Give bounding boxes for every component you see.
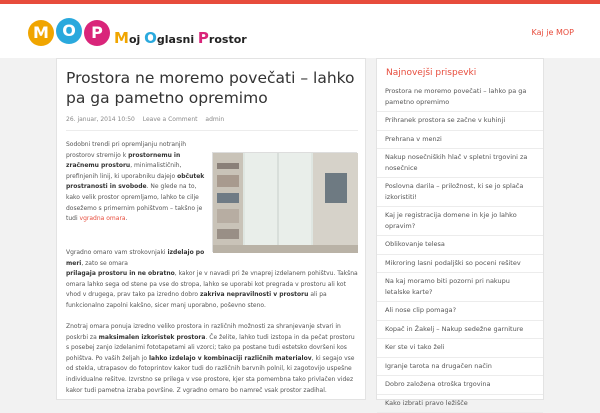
wardrobe-image (212, 152, 357, 252)
recent-post-link[interactable]: Kaj je registracija domene in kje jo lahko opravim? (377, 207, 543, 236)
recent-post-link[interactable]: Prehrana v menzi (377, 131, 543, 150)
link-vgradna-omara[interactable]: vgradna omara (80, 215, 126, 222)
nav-link-kaj-je-mop[interactable]: Kaj je MOP (532, 28, 574, 37)
wardrobe-illustration (213, 153, 358, 253)
recent-post-link[interactable]: Dobro založena otroška trgovina (377, 376, 543, 395)
recent-post-link[interactable]: Prihranek prostora se začne v kuhinji (377, 112, 543, 131)
post-date[interactable]: 26. januar, 2014 10:50 (66, 116, 135, 123)
site-logo[interactable] (28, 14, 208, 54)
logo-letter-p: P (84, 20, 110, 46)
recent-post-link[interactable]: Kako izbrati pravo ležišče (377, 395, 543, 413)
logo-wordmark: Moj Oglasni Prostor (114, 29, 247, 47)
site-header (0, 4, 600, 58)
recent-post-link[interactable]: Ali nose clip pomaga? (377, 302, 543, 321)
recent-post-link[interactable]: Poslovna darila – priložnost, ki se jo splača izkoristiti! (377, 178, 543, 207)
recent-post-link[interactable]: Ker ste vi tako želi (377, 339, 543, 358)
recent-post-link[interactable]: Prostora ne moremo povečati – lahko pa ga pametno opremimo (377, 83, 543, 112)
post-paragraph-2: prilagaja prostoru in ne obratno, kakor je v navadi pri že vnaprej izdelanem pohištvu. Takšna omara lahko sega od stene pa vse do stropa, lahko se uporabi kot pregrada v prostoru ali kot vhod v drugega, prav tako pa izredno dobro zakriva nepravilnosti v prostoru ali pa funkcionalno zapolni kakšno, sicer manj uporabno, poševno steno. (66, 269, 358, 311)
post-author[interactable]: admin (205, 116, 224, 123)
post-article (56, 58, 366, 400)
post-comments-link[interactable]: Leave a Comment (143, 116, 198, 123)
post-meta (66, 116, 358, 123)
recent-posts-list (377, 83, 543, 413)
logo-letter-o: O (56, 18, 82, 44)
post-paragraph-3: Znotraj omara ponuja izredno veliko prostora in različnih možnosti za shranjevanje stvari in poskrbi za maksimalen izkoristek prostora. Če želite, lahko tudi izstopa in da pečat prostoru s posebej zanjo izdelanimi fototapetami ali vzorci; tako pa postane tudi estetsko dovršeni kos pohištva. Po vaših željah jo lahko izdelajo v kombinaciji različnih materialov, ki segajo vse od stekla, utrapasov do fotoprintov kakor tudi do različnih barvnih polnil, ki zagotovijo uspešne individualne rešitve. Izvrstno se prilega v vse prostore, kjer sta pomembna tako privlačen videz kakor tudi pametna izraba površine. Z vgradno omaro bo namreč vsak prostor zadihal. (66, 322, 358, 396)
sidebar-recent-posts (376, 58, 544, 400)
recent-post-link[interactable]: Oblikovanje telesa (377, 236, 543, 255)
recent-post-link[interactable]: Igranje tarota na drugačen način (377, 358, 543, 377)
recent-posts-title: Najnovejši prispevki (386, 68, 476, 78)
recent-post-link[interactable]: Nakup nosečniških hlač v spletni trgovini za nosečnice (377, 149, 543, 178)
post-paragraph-2-lead: Vgradno omaro vam strokovnjaki izdelajo po meri, zato se omara (66, 248, 216, 269)
recent-post-link[interactable]: Mikroring lasni podaljški so poceni rešitev (377, 255, 543, 274)
logo-letter-m: M (28, 20, 54, 46)
post-paragraph-1: Sodobni trendi pri opremljanju notranjih prostorov stremijo k prostornemu in zračnemu prostoru, minimalističnih, prefinjenih linij, ki uporabniku dajejo občutek prostranosti in svobode. Ne glede na to, kako velik prostor opremljamo, lahko te cilje dosežemo s primernim pohištvom – takšno je tudi vgradna omara. (66, 140, 206, 225)
recent-post-link[interactable]: Na kaj moramo biti pozorni pri nakupu letalske karte? (377, 273, 543, 302)
meta-divider (66, 130, 358, 131)
recent-post-link[interactable]: Kopač in Žakelj – Nakup sedežne garniture (377, 321, 543, 340)
post-title[interactable]: Prostora ne moremo povečati – lahko pa ga pametno opremimo (66, 68, 358, 108)
